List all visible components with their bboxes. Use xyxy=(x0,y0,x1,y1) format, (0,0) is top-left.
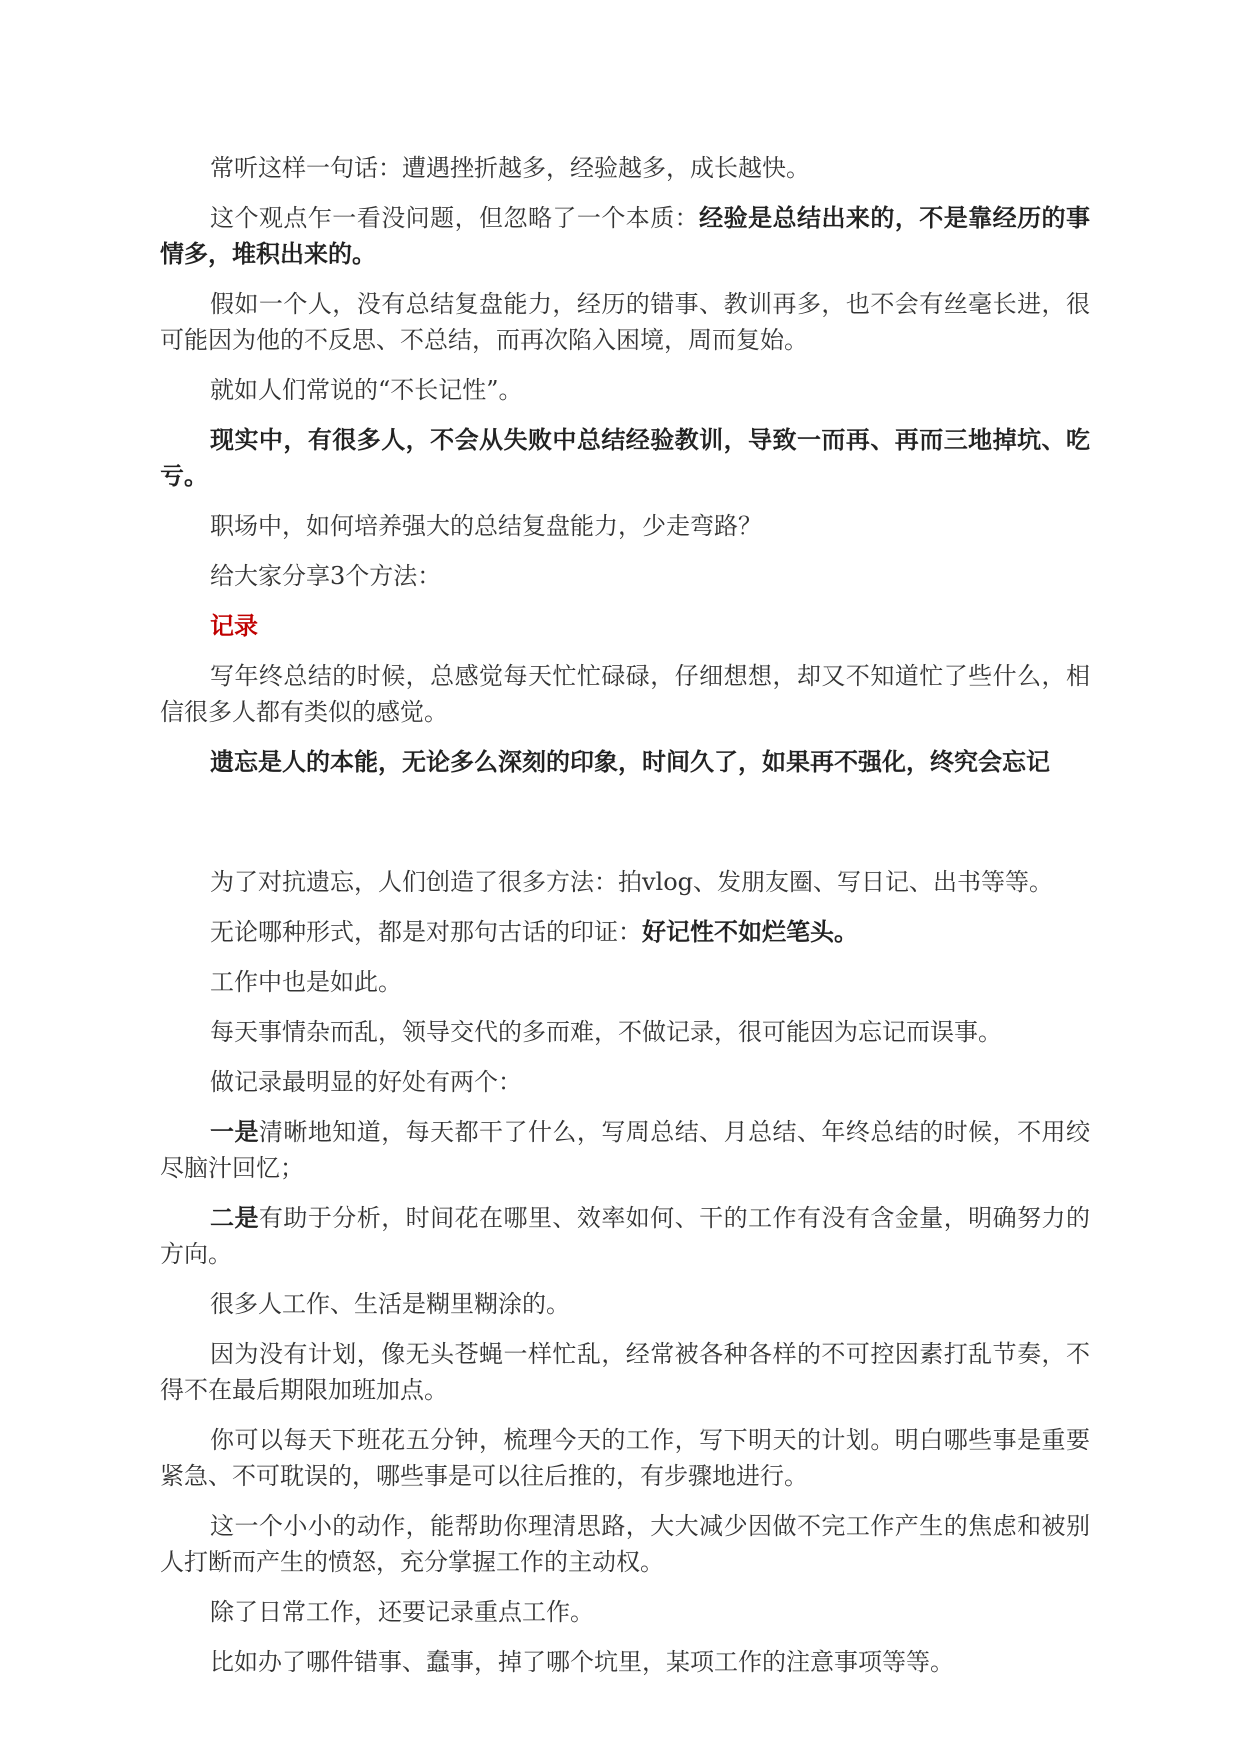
paragraph xyxy=(160,150,1090,186)
text-run: 常听这样一句话：遭遇挫折越多，经验越多，成长越快。 xyxy=(210,154,810,182)
text-run: 你可以每天下班花五分钟，梳理今天的工作，写下明天的计划。明白哪些事是重要紧急、不可耽误的，哪些事是可以往后推的，有步骤地进行。 xyxy=(160,1426,1090,1490)
text-run: 这个观点乍一看没问题，但忽略了一个本质： xyxy=(210,204,700,232)
text-run: 有助于分析，时间花在哪里、效率如何、干的工作有没有含金量，明确努力的方向。 xyxy=(160,1204,1091,1268)
paragraph xyxy=(160,1594,1090,1630)
bold-text: 经验是总结出来的，不是靠经历的事情多，堆积出来的。 xyxy=(160,203,1091,268)
paragraph xyxy=(160,864,1090,900)
text-run: 无论哪种形式，都是对那句古话的印证： xyxy=(210,918,642,946)
paragraph xyxy=(160,286,1090,358)
paragraph xyxy=(160,372,1090,408)
bold-text: 遗忘是人的本能，无论多么深刻的印象，时间久了，如果再不强化，终究会忘记 xyxy=(210,747,1050,776)
text-run: 做记录最明显的好处有两个： xyxy=(210,1068,522,1096)
text-run: 职场中，如何培养强大的总结复盘能力，少走弯路？ xyxy=(210,512,762,540)
text-run: 假如一个人，没有总结复盘能力，经历的错事、教训再多，也不会有丝毫长进，很可能因为他的不反思、不总结，而再次陷入困境，周而复始。 xyxy=(160,290,1090,354)
text-run: 很多人工作、生活是糊里糊涂的。 xyxy=(210,1290,570,1318)
text-run: 除了日常工作，还要记录重点工作。 xyxy=(210,1598,594,1626)
paragraph-spacer xyxy=(160,804,1090,840)
document-body xyxy=(160,150,1090,1694)
paragraph xyxy=(160,964,1090,1000)
paragraph xyxy=(160,200,1090,272)
paragraph xyxy=(160,1644,1090,1680)
text-run: 给大家分享3个方法： xyxy=(210,562,442,590)
bold-text: 二是 xyxy=(210,1203,259,1232)
paragraph xyxy=(160,508,1090,544)
text-run: 就如人们常说的“不长记性”。 xyxy=(210,376,523,404)
text-run: 工作中也是如此。 xyxy=(210,968,402,996)
paragraph xyxy=(160,658,1090,730)
bold-text: 现实中，有很多人，不会从失败中总结经验教训，导致一而再、再而三地掉坑、吃亏。 xyxy=(160,425,1090,490)
paragraph xyxy=(160,1200,1090,1272)
text-run: 比如办了哪件错事、蠢事，掉了哪个坑里，某项工作的注意事项等等。 xyxy=(210,1648,954,1676)
paragraph xyxy=(160,1014,1090,1050)
paragraph xyxy=(160,558,1090,594)
paragraph xyxy=(160,1114,1090,1186)
text-run: 每天事情杂而乱，领导交代的多而难，不做记录，很可能因为忘记而误事。 xyxy=(210,1018,1002,1046)
paragraph xyxy=(160,422,1090,494)
text-run: 记录 xyxy=(210,611,258,640)
text-run: 因为没有计划，像无头苍蝇一样忙乱，经常被各种各样的不可控因素打乱节奏，不得不在最后期限加班加点。 xyxy=(160,1340,1090,1404)
paragraph xyxy=(160,744,1090,780)
bold-text: 一是 xyxy=(210,1117,259,1146)
paragraph xyxy=(160,1286,1090,1322)
section-heading xyxy=(160,608,1090,644)
paragraph xyxy=(160,1422,1090,1494)
text-run: 为了对抗遗忘，人们创造了很多方法：拍vlog、发朋友圈、写日记、出书等等。 xyxy=(210,868,1054,896)
text-run: 清晰地知道，每天都干了什么，写周总结、月总结、年终总结的时候，不用绞尽脑汁回忆； xyxy=(160,1118,1091,1182)
bold-text: 好记性不如烂笔头。 xyxy=(642,917,858,946)
paragraph xyxy=(160,1064,1090,1100)
text-run: 这一个小小的动作，能帮助你理清思路，大大减少因做不完工作产生的焦虑和被别人打断而产生的愤怒，充分掌握工作的主动权。 xyxy=(160,1512,1090,1576)
text-run: 写年终总结的时候，总感觉每天忙忙碌碌，仔细想想，却又不知道忙了些什么，相信很多人都有类似的感觉。 xyxy=(160,662,1090,726)
paragraph xyxy=(160,914,1090,950)
paragraph xyxy=(160,1508,1090,1580)
paragraph xyxy=(160,1336,1090,1408)
